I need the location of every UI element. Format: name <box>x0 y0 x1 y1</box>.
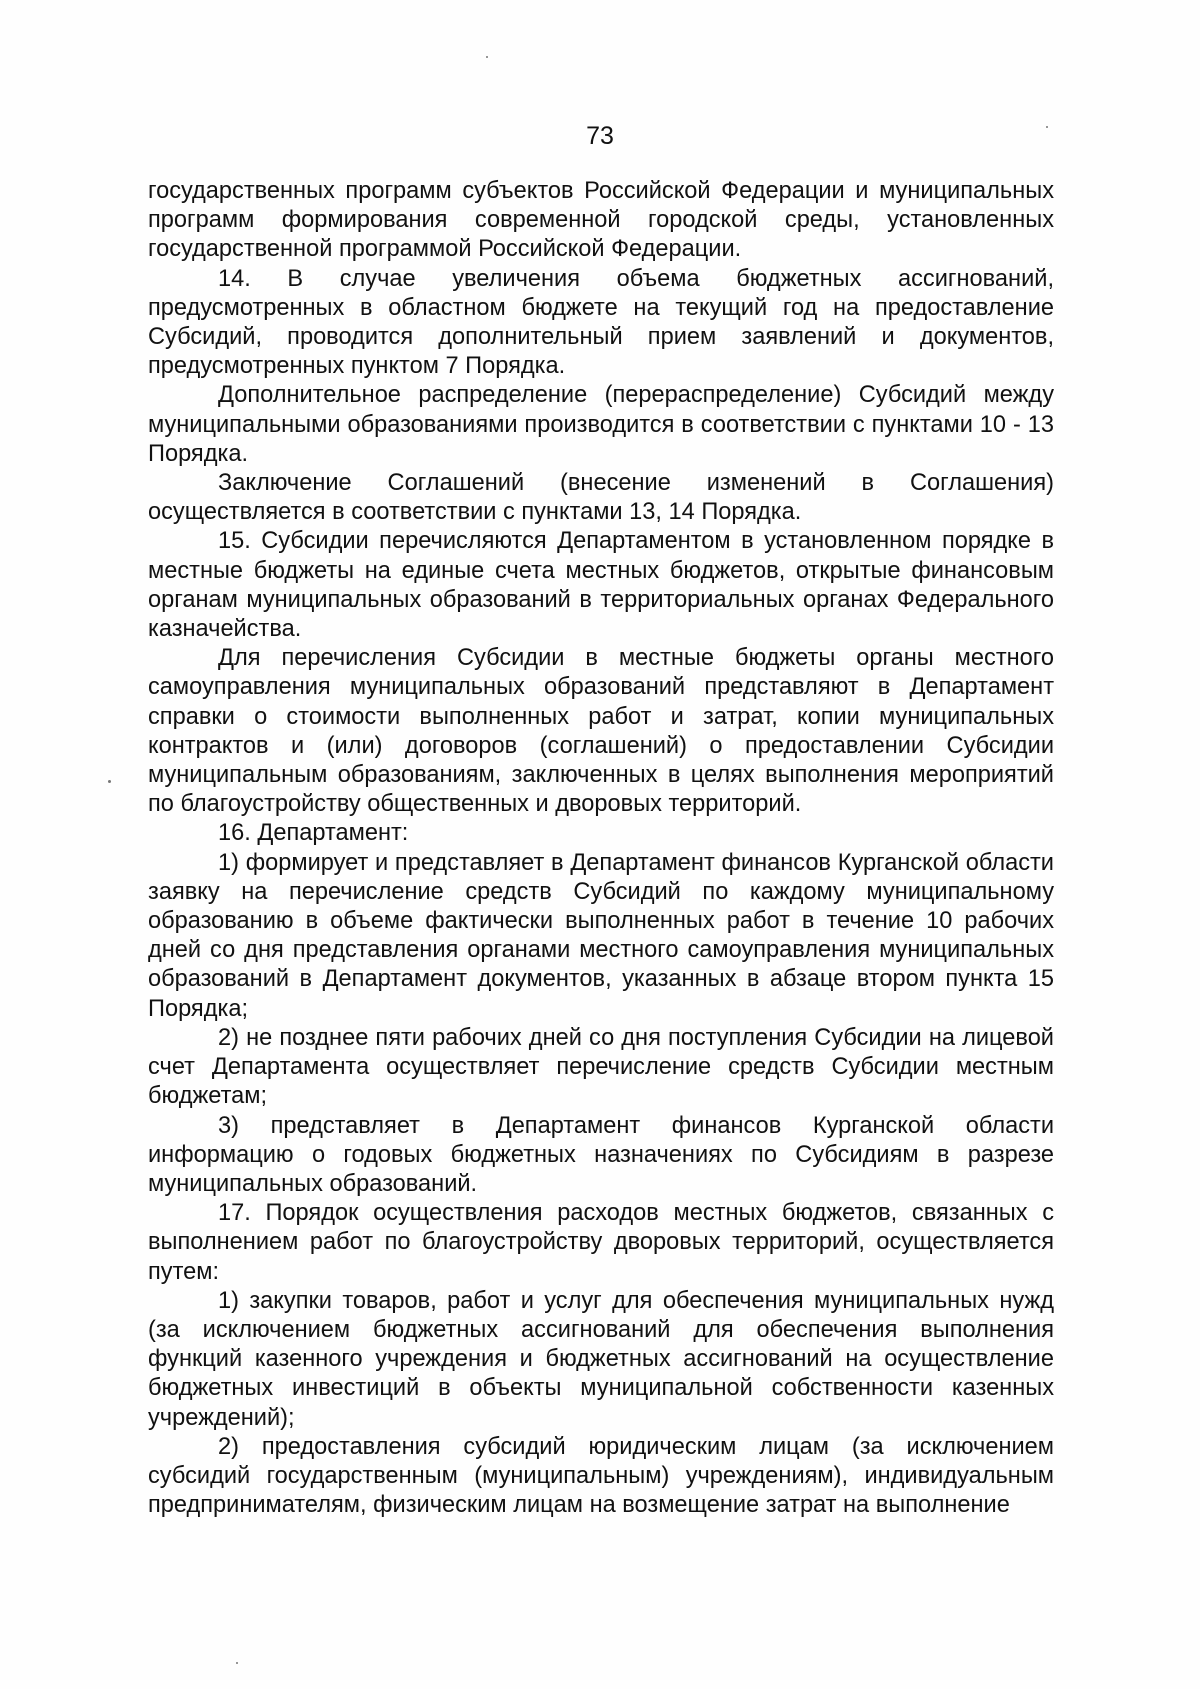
page-number: 73 <box>586 122 614 150</box>
scan-speck <box>108 780 111 783</box>
scan-speck <box>486 56 488 58</box>
paragraph-transfer-docs: Для перечисления Субсидии в местные бюджеты органы местного самоуправления муниципальных образований представляют в Департамент справки о стоимости выполненных работ и затрат, копии муниципальных контрактов и (или) договоров (соглашений) о предоставлении Субсидии муниципальным образованиям, заключенных в целях выполнения мероприятий по благоустройству общественных и дворовых территорий. <box>148 645 1054 818</box>
document-body <box>148 177 1054 1520</box>
paragraph-redistribution: Дополнительное распределение (перераспределение) Субсидий между муниципальными образованиями производится в соответствии с пунктами 10 - 13 Порядка. <box>148 382 1054 467</box>
scan-speck <box>236 1662 238 1664</box>
paragraph-item-16-2: 2) не позднее пяти рабочих дней со дня поступления Субсидии на лицевой счет Департамента осуществляет перечисление средств Субсидии местным бюджетам; <box>148 1024 1054 1110</box>
paragraph-item-15: 15. Субсидии перечисляются Департаментом в установленном порядке в местные бюджеты на единые счета местных бюджетов, открытые финансовым органам муниципальных образований в территориальных органах Федерального казначейства. <box>148 528 1054 643</box>
paragraph-item-16-3: 3) представляет в Департамент финансов Курганской области информацию о годовых бюджетных назначениях по Субсидиям в разрезе муниципальных образований. <box>148 1112 1054 1197</box>
paragraph-item-17-2: 2) предоставления субсидий юридическим лицам (за исключением субсидий государственным (муниципальным) учреждениям), индивидуальным предпринимателям, физическим лицам на возмещение затрат на выполнение <box>148 1433 1054 1519</box>
paragraph-item-16-1: 1) формирует и представляет в Департамент финансов Курганской области заявку на перечисление средств Субсидий по каждому муниципальному образованию в объеме фактически выполненных работ в течение 10 рабочих дней со дня представления органами местного самоуправления муниципальных образований в Департамент документов, указанных в абзаце втором пункта 15 Порядка; <box>148 849 1054 1022</box>
scan-speck <box>1046 126 1048 128</box>
paragraph-continuation: государственных программ субъектов Российской Федерации и муниципальных программ формирования современной городской среды, установленных государственной программой Российской Федерации. <box>148 178 1054 263</box>
paragraph-item-17-1: 1) закупки товаров, работ и услуг для обеспечения муниципальных нужд (за исключением бюджетных ассигнований для обеспечения выполнения функций казенного учреждения и бюджетных ассигнований на осуществление бюджетных инвестиций в объекты муниципальной собственности казенных учреждений); <box>148 1287 1054 1431</box>
paragraph-item-16: 16. Департамент: <box>218 820 409 847</box>
paragraph-agreements: Заключение Соглашений (внесение изменений в Соглашения) осуществляется в соответствии с пунктами 13, 14 Порядка. <box>148 470 1054 526</box>
paragraph-item-14: 14. В случае увеличения объема бюджетных ассигнований, предусмотренных в областном бюджете на текущий год на предоставление Субсидий, проводится дополнительный прием заявлений и документов, предусмотренных пунктом 7 Порядка. <box>148 265 1054 380</box>
paragraph-item-17: 17. Порядок осуществления расходов местных бюджетов, связанных с выполнением работ по благоустройству дворовых территорий, осуществляется путем: <box>148 1200 1054 1285</box>
